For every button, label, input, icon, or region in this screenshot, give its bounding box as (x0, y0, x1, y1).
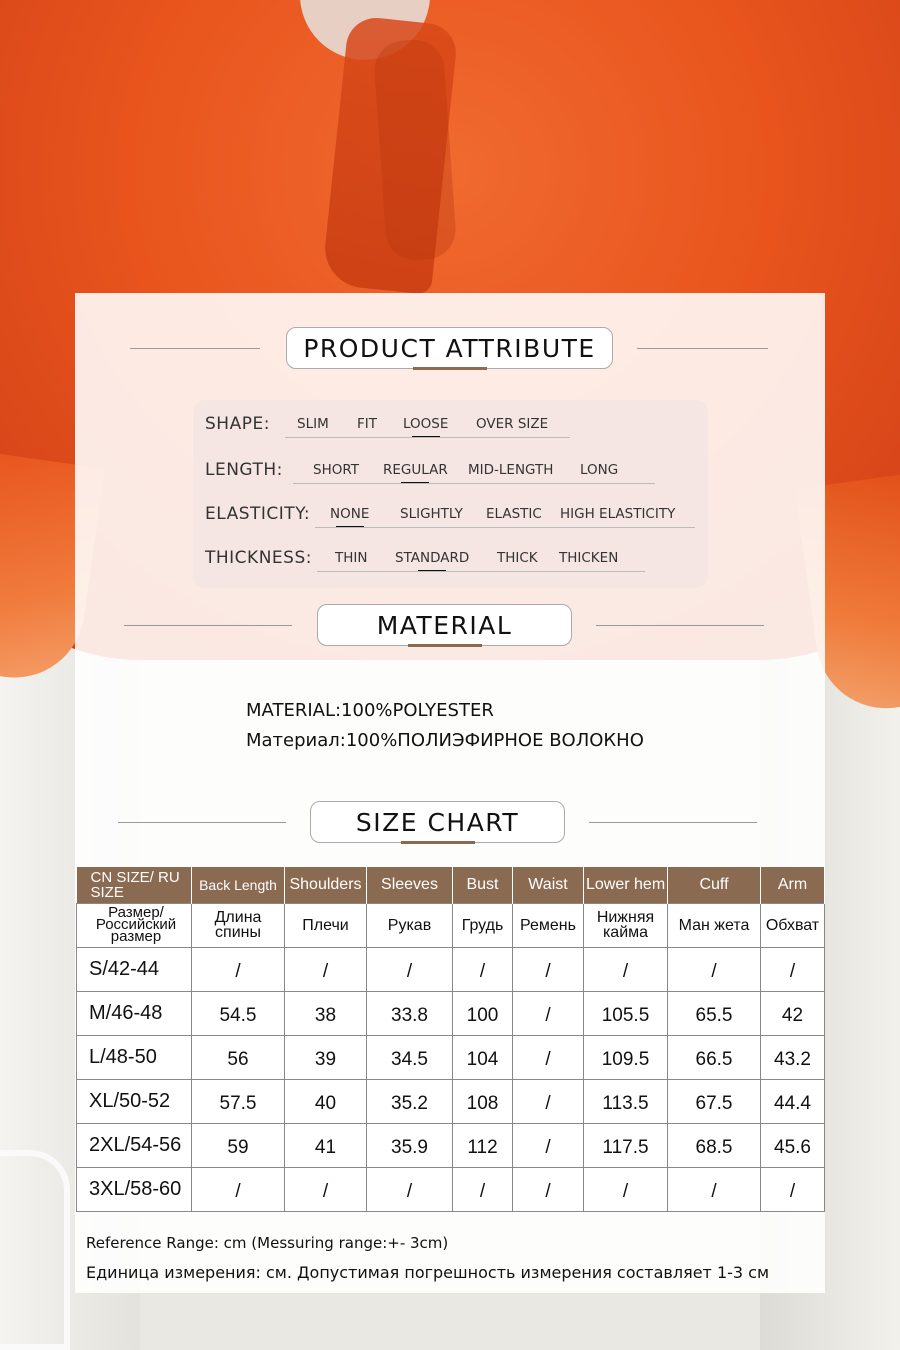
header-cell: Arm (761, 867, 825, 903)
value-cell: 59 (192, 1123, 285, 1167)
attr-option: HIGH ELASTICITY (560, 506, 676, 522)
value-cell: / (513, 1123, 584, 1167)
value-cell: 56 (192, 1035, 285, 1079)
size-cell: 2XL/54-56 (77, 1123, 192, 1167)
reference-note-en: Reference Range: cm (Messuring range:+- 3cm) (86, 1234, 449, 1252)
attr-option: THICK (497, 550, 538, 566)
attr-label-elasticity: ELASTICITY: (205, 504, 311, 524)
material-rule-right (596, 625, 764, 626)
attr-label-length: LENGTH: (205, 460, 283, 480)
attr-row-shape (193, 412, 708, 442)
value-cell: / (192, 947, 285, 991)
header-cell-ru: Нижняя кайма (584, 903, 668, 947)
header-cell: Back Length (192, 867, 285, 903)
value-cell: / (285, 947, 367, 991)
value-cell: 112 (453, 1123, 513, 1167)
attr-divider (317, 571, 645, 572)
value-cell: 34.5 (367, 1035, 453, 1079)
size-chart-title-text: SIZE CHART (355, 807, 520, 837)
material-text-ru: Материал:100%ПОЛИЭФИРНОЕ ВОЛОКНО (246, 730, 644, 751)
attr-option: SLIGHTLY (400, 506, 463, 522)
value-cell: / (192, 1167, 285, 1211)
value-cell: / (513, 1035, 584, 1079)
attr-divider (285, 437, 570, 438)
attr-option: THIN (335, 550, 368, 566)
attr-row-length (193, 458, 708, 488)
table-row (77, 991, 825, 1035)
table-row (77, 1123, 825, 1167)
header-cell-ru: Грудь (453, 903, 513, 947)
white-bag-strap (0, 1150, 70, 1350)
material-title (317, 604, 572, 646)
value-cell: / (584, 1167, 668, 1211)
attr-option-selected: NONE (330, 506, 370, 522)
attr-option: OVER SIZE (476, 416, 549, 432)
size-cell: L/48-50 (77, 1035, 192, 1079)
value-cell: 38 (285, 991, 367, 1035)
value-cell: / (453, 1167, 513, 1211)
value-cell: 104 (453, 1035, 513, 1079)
size-rule-left (118, 822, 286, 823)
value-cell: / (285, 1167, 367, 1211)
attr-label-shape: SHAPE: (205, 414, 270, 434)
value-cell: 57.5 (192, 1079, 285, 1123)
material-text-en: MATERIAL:100%POLYESTER (246, 700, 494, 721)
header-cell: Lower hem (584, 867, 668, 903)
material-rule-left (124, 625, 292, 626)
size-cell: M/46-48 (77, 991, 192, 1035)
value-cell: / (367, 1167, 453, 1211)
header-cell-ru: Ман жета (668, 903, 761, 947)
title-rule-right (637, 348, 768, 349)
attr-row-elasticity (193, 502, 708, 532)
value-cell: / (668, 1167, 761, 1211)
header-cell-ru: Плечи (285, 903, 367, 947)
value-cell: 35.9 (367, 1123, 453, 1167)
table-row (77, 1035, 825, 1079)
size-cell: S/42-44 (77, 947, 192, 991)
header-cell: CN SIZE/ RU SIZE (77, 867, 192, 903)
value-cell: 39 (285, 1035, 367, 1079)
value-cell: 65.5 (668, 991, 761, 1035)
value-cell: / (761, 1167, 825, 1211)
value-cell: 41 (285, 1123, 367, 1167)
attr-divider (315, 527, 695, 528)
header-cell: Waist (513, 867, 584, 903)
value-cell: 45.6 (761, 1123, 825, 1167)
title-underline-bar (413, 367, 487, 370)
table-row (77, 947, 825, 991)
value-cell: 109.5 (584, 1035, 668, 1079)
header-cell-ru: Обхват (761, 903, 825, 947)
header-cell: Cuff (668, 867, 761, 903)
attr-row-thickness (193, 546, 708, 576)
attr-option-selected: STANDARD (395, 550, 470, 566)
title-underline-bar (401, 841, 475, 844)
value-cell: 33.8 (367, 991, 453, 1035)
value-cell: 66.5 (668, 1035, 761, 1079)
product-attribute-title (286, 327, 613, 369)
size-table (76, 867, 825, 1212)
value-cell: 42 (761, 991, 825, 1035)
attr-option: SHORT (313, 462, 359, 478)
value-cell: 43.2 (761, 1035, 825, 1079)
value-cell: / (453, 947, 513, 991)
header-cell-ru: Ремень (513, 903, 584, 947)
value-cell: 100 (453, 991, 513, 1035)
header-cell-ru: Длина спины (192, 903, 285, 947)
header-cell: Sleeves (367, 867, 453, 903)
attr-option-selected: LOOSE (403, 416, 449, 432)
table-row (77, 1079, 825, 1123)
attr-option-selected: REGULAR (383, 462, 448, 478)
header-cell: Shoulders (285, 867, 367, 903)
table-header-row-en (77, 867, 825, 903)
value-cell: 40 (285, 1079, 367, 1123)
material-title-text: MATERIAL (376, 610, 513, 640)
value-cell: / (513, 947, 584, 991)
value-cell: 44.4 (761, 1079, 825, 1123)
value-cell: 105.5 (584, 991, 668, 1035)
table-row (77, 1167, 825, 1211)
size-cell: XL/50-52 (77, 1079, 192, 1123)
value-cell: / (584, 947, 668, 991)
attr-option: MID-LENGTH (468, 462, 554, 478)
value-cell: 35.2 (367, 1079, 453, 1123)
value-cell: 117.5 (584, 1123, 668, 1167)
value-cell: 68.5 (668, 1123, 761, 1167)
value-cell: 113.5 (584, 1079, 668, 1123)
value-cell: / (668, 947, 761, 991)
header-cell-ru: Размер/ Российский размер (77, 903, 192, 947)
title-rule-left (130, 348, 260, 349)
attr-label-thickness: THICKNESS: (205, 548, 312, 568)
title-underline-bar (408, 644, 482, 647)
value-cell: / (367, 947, 453, 991)
product-attribute-title-text: PRODUCT ATTRIBUTE (303, 333, 596, 363)
value-cell: 54.5 (192, 991, 285, 1035)
table-header-row-ru (77, 903, 825, 947)
attribute-panel (193, 400, 708, 588)
value-cell: / (761, 947, 825, 991)
value-cell: / (513, 1079, 584, 1123)
value-cell: 67.5 (668, 1079, 761, 1123)
header-cell: Bust (453, 867, 513, 903)
header-cell-ru: Рукав (367, 903, 453, 947)
size-cell: 3XL/58-60 (77, 1167, 192, 1211)
size-rule-right (589, 822, 757, 823)
attr-option: LONG (580, 462, 619, 478)
attr-option: SLIM (297, 416, 329, 432)
value-cell: / (513, 991, 584, 1035)
attr-option: THICKEN (559, 550, 619, 566)
attr-option: ELASTIC (486, 506, 542, 522)
attr-divider (293, 483, 655, 484)
value-cell: 108 (453, 1079, 513, 1123)
value-cell: / (513, 1167, 584, 1211)
size-chart-title (310, 801, 565, 843)
reference-note-ru: Единица измерения: см. Допустимая погрешность измерения составляет 1-3 см (86, 1263, 770, 1282)
attr-option: FIT (357, 416, 377, 432)
